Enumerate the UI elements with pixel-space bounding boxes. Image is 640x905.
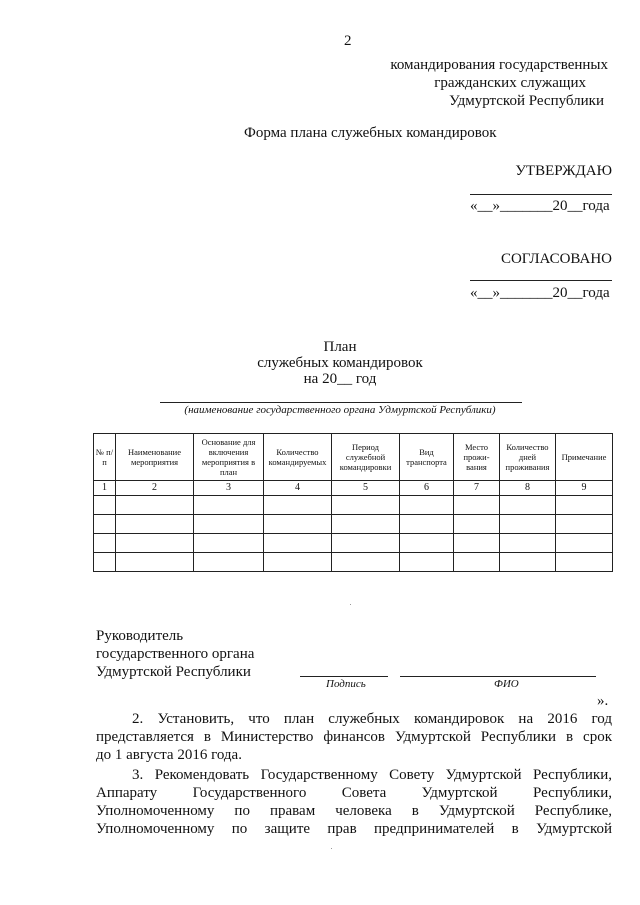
plan-table (93, 433, 613, 572)
col-header-days: Количество дней проживания (500, 434, 556, 481)
col-header-note: Примечание (556, 434, 613, 481)
approve-label: УТВЕРЖДАЮ (515, 163, 612, 179)
col-header-count: Количество командируемых (264, 434, 332, 481)
col-number-9: 9 (556, 481, 613, 496)
plan-title: План (323, 339, 357, 355)
form-title: Форма плана служебных командировок (244, 125, 497, 141)
col-header-event: Наименование мероприятия (116, 434, 194, 481)
org-name-line (160, 402, 522, 403)
plan-subtitle: служебных командировок (257, 355, 423, 371)
para2-line-2: представляется в Министерство финансов Удмуртской Республики в срок (96, 729, 612, 745)
col-number-5: 5 (332, 481, 400, 496)
para3-line-3: Уполномоченному по правам человека в Удмуртской Республике, (96, 803, 612, 819)
para3-line-2: Аппарату Государственного Совета Удмуртской Республики, (96, 785, 612, 801)
table-row (94, 553, 613, 572)
para2-line-3: до 1 августа 2016 года. (96, 747, 242, 763)
col-number-4: 4 (264, 481, 332, 496)
para3-line-4: Уполномоченному по защите прав предпринимателей в Удмуртской (96, 821, 612, 837)
table-header-row (94, 434, 613, 481)
header-line-2: гражданских служащих (434, 75, 586, 91)
approve-sign-line (470, 194, 612, 195)
col-number-7: 7 (454, 481, 500, 496)
signature-line-3: Удмуртской Республики (96, 664, 251, 680)
sign-line (300, 676, 388, 677)
header-line-1: командирования государственных (390, 57, 608, 73)
name-line (400, 676, 596, 677)
signature-line-1: Руководитель (96, 628, 184, 644)
col-header-period: Период служебной командировки (332, 434, 400, 481)
page-number: 2 (344, 33, 352, 49)
name-caption: ФИО (494, 678, 519, 690)
sign-caption: Подпись (326, 678, 366, 690)
org-caption: (наименование государственного органа Удмуртской Республики) (184, 404, 496, 416)
col-number-3: 3 (194, 481, 264, 496)
table-row (94, 515, 613, 534)
col-header-number: № п/п (94, 434, 116, 481)
approve-date: «__»_______20__года (470, 198, 610, 214)
col-number-2: 2 (116, 481, 194, 496)
col-header-transport: Вид транспорта (400, 434, 454, 481)
table-row (94, 496, 613, 515)
col-number-8: 8 (500, 481, 556, 496)
plan-year: на 20__ год (303, 371, 377, 387)
scan-speck (331, 848, 332, 849)
col-number-6: 6 (400, 481, 454, 496)
agree-label: СОГЛАСОВАНО (500, 251, 612, 267)
closing-quote: ». (597, 693, 609, 709)
table-row (94, 534, 613, 553)
agree-sign-line (470, 280, 612, 281)
para2-line-1: 2. Установить, что план служебных командировок на 2016 год (132, 711, 612, 727)
scan-speck (350, 604, 351, 605)
agree-date: «__»_______20__года (470, 285, 610, 301)
signature-line-2: государственного органа (96, 646, 255, 662)
col-number-1: 1 (94, 481, 116, 496)
header-line-3: Удмуртской Республики (449, 93, 604, 109)
col-header-basis: Основание для включения мероприятия в план (194, 434, 264, 481)
col-header-accommodation: Место прожи-вания (454, 434, 500, 481)
table-number-row (94, 481, 613, 496)
para3-line-1: 3. Рекомендовать Государственному Совету Удмуртской Республики, (132, 767, 612, 783)
